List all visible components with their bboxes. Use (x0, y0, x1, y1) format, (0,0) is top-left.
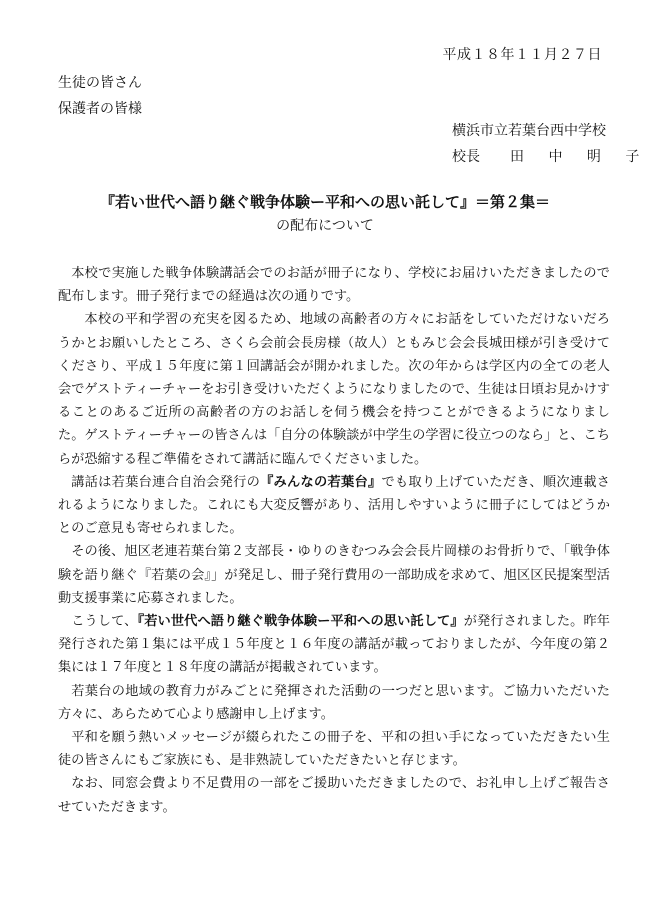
sender-school: 横浜市立若葉台西中学校 (452, 123, 606, 139)
title-sub: の配布について (276, 218, 374, 234)
paragraph-2: 本校の平和学習の充実を図るため、地域の高齢者の方々にお話をしていただけないだろうかとお願いしたところ、さくら会前会長房様（故人）ともみじ会会長城田様が引き受けてくださり、平成１５年度に第１回講話会が開かれました。次の年からは学区内の全ての老人会でゲストティーチャーをお引き受けいただくようになりましたので、生徒は日頃お見かけすることのあるご近所の高齢者の方のお話しを伺う機会を持つことができるようになりました。ゲストティーチャーの皆さんは「自分の体験談が中学生の学習に役立つのなら」と、こちらが恐縮する程ご準備をされて講話に臨んでくださいました。 (58, 312, 610, 467)
sender-name-row (452, 144, 649, 170)
paragraph-5 (58, 610, 610, 680)
paragraph-3-part-a: 講話は若葉台連合自治会発行の (71, 474, 261, 490)
document-date: 平成１８年１１月２７日 (442, 47, 602, 63)
paragraph-3-part-b: でも取り上げていただき、順次連載されるようになりました。これにも大変反響があり、活用しやすいように冊子にしてはどうかとのご意見も寄せられました。 (58, 474, 610, 537)
sender-role: 校長 (452, 149, 480, 165)
newsletter-title: 『みんなの若葉台』 (260, 474, 382, 490)
booklet-title: 『若い世代へ語り継ぐ戦争体験ー平和への思い託して』 (137, 614, 464, 630)
paragraph-1: 本校で実施した戦争体験講話会でのお話が冊子になり、学校にお届けいただきましたので配布します。冊子発行までの経過は次の通りです。 (58, 266, 610, 305)
paragraph-8: なお、同窓会費より不足費用の一部をご援助いただきましたので、お礼申し上げご報告させていただきます。 (58, 776, 610, 815)
document-body (58, 262, 610, 819)
paragraph-6: 若葉台の地域の教育力がみごとに発揮された活動の一つだと思います。ご協力いただいた方々に、あらためて心より感謝申し上げます。 (58, 683, 610, 722)
document-title (0, 190, 650, 238)
title-main: 『若い世代へ語り継ぐ戦争体験ー平和への思い託して』＝第２集＝ (99, 193, 550, 211)
paragraph-3 (58, 471, 610, 541)
paragraph-5-part-b: が発行されました。昨年発行された第１集には平成１５年度と１６年度の講話が載っておりましたが、今年度の第２集には１７年度と１８年度の講話が掲載されています。 (58, 614, 610, 676)
paragraph-7: 平和を願う熱いメッセージが綴られたこの冊子を、平和の担い手になっていただきたい生徒の皆さんにもご家族にも、是非熟読していただきたいと存じます。 (58, 730, 610, 769)
recipient-students: 生徒の皆さん (58, 75, 142, 91)
paragraph-4: その後、旭区老連若葉台第２支部長・ゆりのきむつみ会会長片岡様のお骨折りで、「戦争体験を語り継ぐ『若葉の会』」が発足し、冊子発行費用の一部助成を求めて、旭区区民提案型活動支援事業に応募されました。 (58, 544, 610, 606)
recipient-guardians: 保護者の皆様 (58, 101, 142, 117)
recipients-block (58, 70, 142, 122)
sender-name: 田 中 明 子 (510, 149, 650, 165)
paragraph-5-part-a: こうして、 (71, 614, 138, 630)
sender-block (452, 118, 649, 170)
